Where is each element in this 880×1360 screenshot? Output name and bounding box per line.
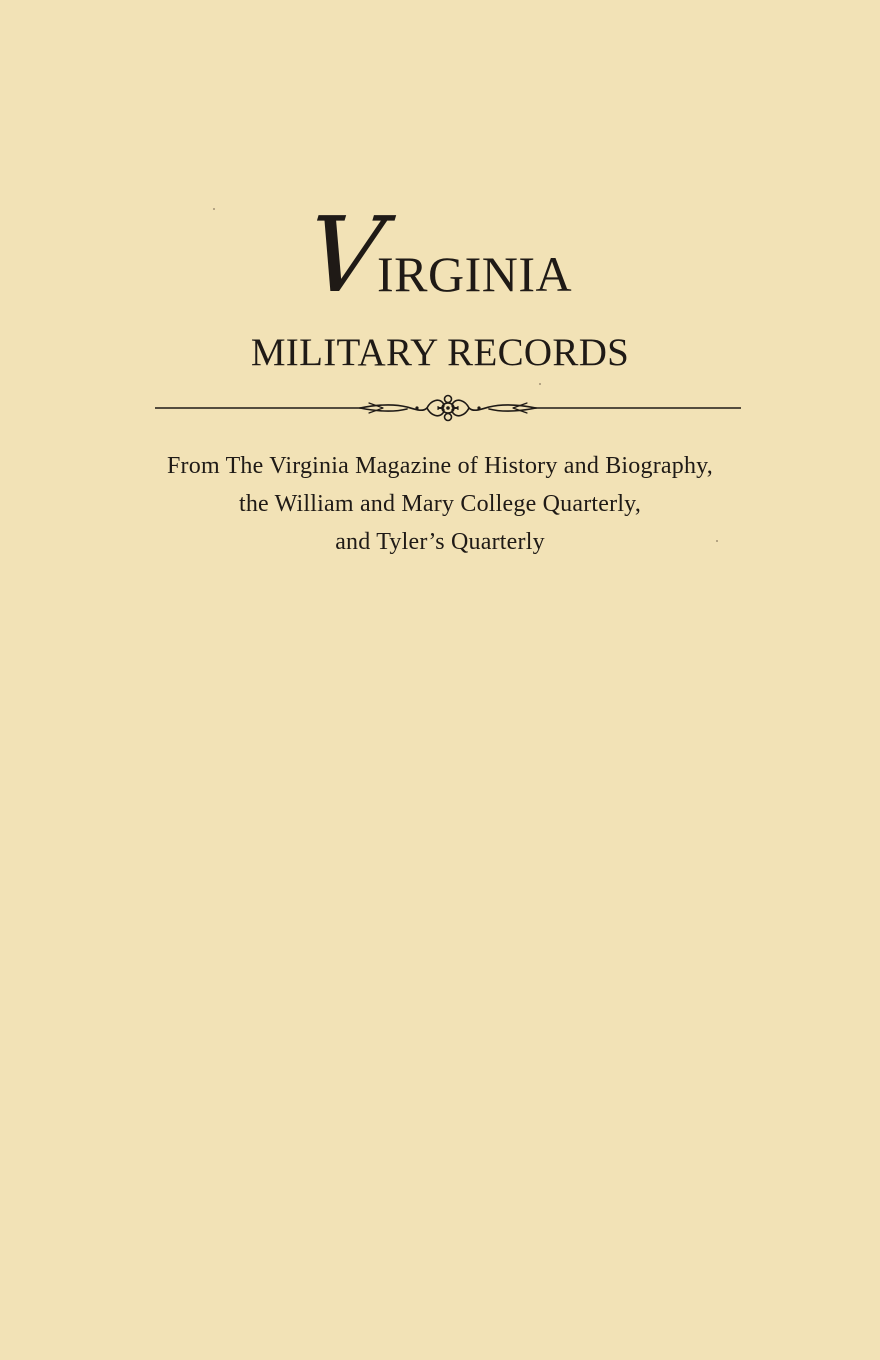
title-remaining-letters: IRGINIA [376, 246, 573, 302]
source-line-3: and Tyler’s Quarterly [335, 529, 545, 555]
source-line-1: From The Virginia Magazine of History and Biography, [167, 453, 713, 479]
source-publications [0, 447, 880, 561]
title-initial-letter: V [301, 194, 390, 316]
cover-title [0, 194, 880, 316]
cover-subtitle: MILITARY RECORDS [250, 331, 630, 374]
print-speck [539, 383, 541, 385]
print-speck [716, 540, 718, 542]
source-line-2: the William and Mary College Quarterly, [238, 491, 642, 517]
print-speck [213, 208, 215, 210]
scroll-flourish-divider-icon [155, 390, 741, 424]
